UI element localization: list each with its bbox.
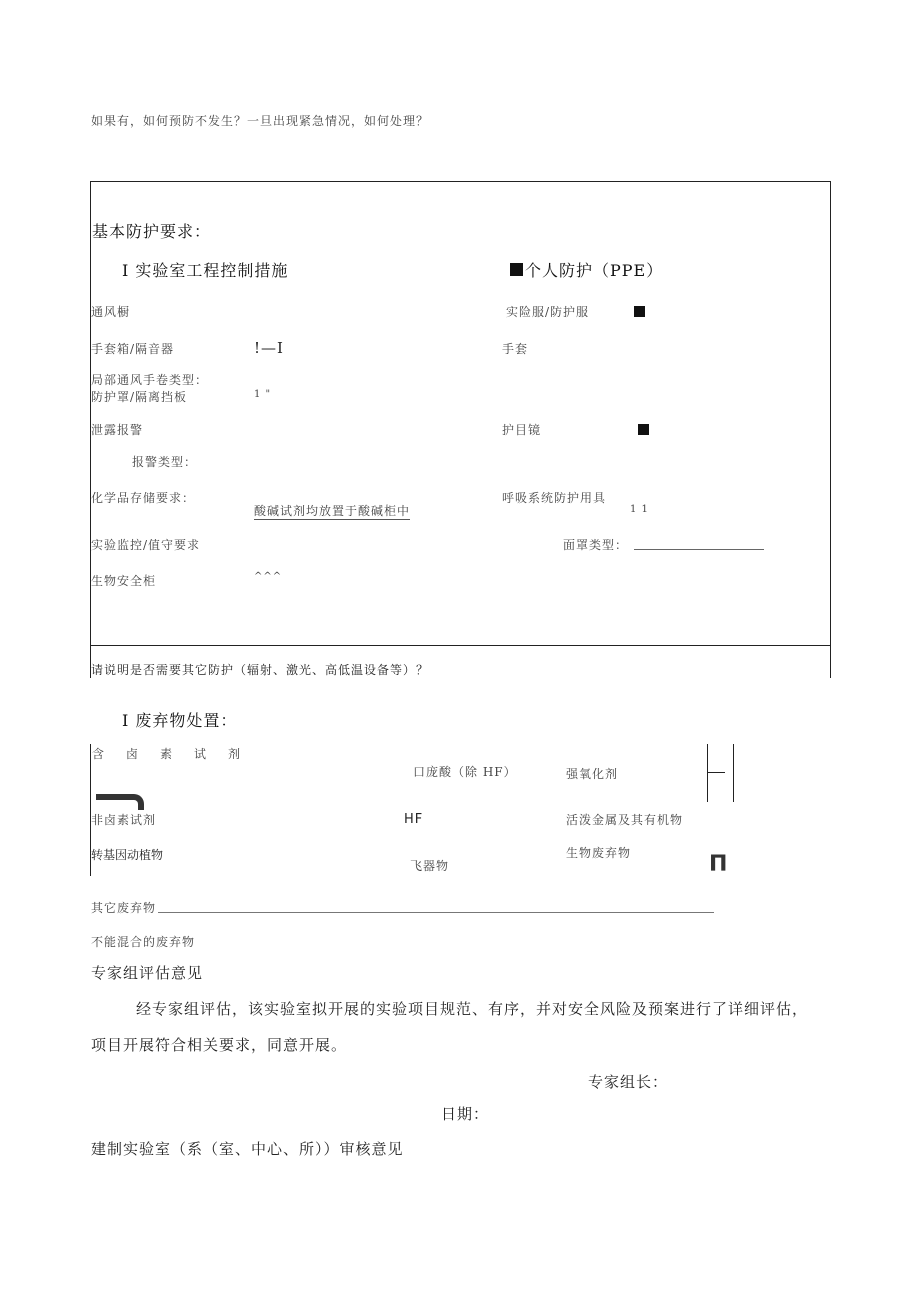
waste-heading: I 废弃物处置： bbox=[122, 711, 238, 730]
non-halogen-label: 非卤素试剂 bbox=[91, 813, 157, 827]
goggles-checkbox[interactable] bbox=[638, 424, 649, 435]
glovebox-label: 手套箱/隔音器 bbox=[91, 342, 175, 356]
lab-coat-checkbox[interactable] bbox=[634, 306, 645, 317]
shield-label: 防护罩/隔离挡板 bbox=[91, 390, 188, 404]
gloves-label: 手套 bbox=[502, 342, 529, 356]
local-vent-type-label: 局部通风手卷类型： bbox=[91, 373, 209, 387]
protection-table bbox=[90, 181, 831, 678]
ppe-heading: 个人防护（PPE） bbox=[525, 261, 664, 280]
dept-review-heading: 建制实验室（系（室、中心、所））审核意见 bbox=[91, 1140, 404, 1158]
oxidizer-label: 强氧化剂 bbox=[566, 767, 619, 781]
shield-mark: 1 " bbox=[254, 389, 272, 400]
bio-waste-label: 生物废弃物 bbox=[566, 846, 632, 860]
engineering-heading: I 实验室工程控制措施 bbox=[122, 261, 289, 280]
lab-coat-label: 实险服/防护服 bbox=[506, 305, 590, 319]
transgenic-label: 转基因动植物 bbox=[91, 848, 164, 862]
alarm-type-label: 报警类型： bbox=[132, 455, 198, 469]
goggles-label: 护目镜 bbox=[502, 423, 542, 437]
expert-text-line2: 项目开展符合相关要求，同意开展。 bbox=[91, 1036, 348, 1054]
other-protection-question: 请说明是否需要其它防护（辐射、激光、高低温设备等）？ bbox=[91, 663, 430, 677]
expert-heading: 专家组评估意见 bbox=[91, 964, 204, 982]
halogen-label: 含卤素试剂 bbox=[92, 747, 263, 761]
chem-storage-value: 酸碱试剂均放置于酸碱柜中 bbox=[254, 504, 411, 518]
other-waste-field[interactable] bbox=[158, 912, 714, 913]
respirator-label: 呼吸系统防护用具 bbox=[502, 491, 607, 505]
biosafety-mark: ^^^ bbox=[254, 571, 283, 582]
mask-type-label: 面罩类型： bbox=[563, 538, 629, 552]
no-mix-label: 不能混合的废弃物 bbox=[91, 935, 196, 949]
bracket-right bbox=[733, 744, 734, 802]
fume-hood-label: 通风橱 bbox=[91, 305, 131, 319]
respirator-mark: 1 1 bbox=[630, 504, 649, 515]
table-divider bbox=[90, 645, 830, 646]
hf-label: HF bbox=[404, 812, 424, 827]
active-metal-label: 活泼金属及其有机物 bbox=[566, 813, 684, 827]
protection-heading: 基本防护要求： bbox=[92, 222, 212, 241]
intro-question: 如果有，如何预防不发生？一旦出现紧急情况，如何处理？ bbox=[91, 114, 430, 128]
curved-mark-icon bbox=[96, 794, 144, 810]
bio-mark-icon: Π bbox=[709, 852, 728, 877]
mask-type-field[interactable] bbox=[634, 549, 764, 550]
monitoring-label: 实验监控/值守要求 bbox=[91, 538, 201, 552]
ppe-square-icon bbox=[510, 263, 523, 276]
other-waste-label: 其它废弃物 bbox=[91, 901, 157, 915]
glovebox-mark: !—I bbox=[254, 339, 284, 357]
biosafety-cabinet-label: 生物安全柜 bbox=[91, 574, 157, 588]
chem-storage-label: 化学品存储要求： bbox=[91, 491, 196, 505]
leak-alarm-label: 泄露报警 bbox=[91, 423, 144, 437]
bracket-tick bbox=[707, 772, 725, 773]
sharps-label: 飞器物 bbox=[410, 859, 450, 873]
expert-text-line1: 经专家组评估，该实验室拟开展的实验项目规范、有序，并对安全风险及预案进行了详细评估， bbox=[136, 1000, 809, 1018]
bracket-left bbox=[707, 744, 708, 802]
expert-date-label: 日期： bbox=[441, 1105, 490, 1123]
expert-leader-label: 专家组长： bbox=[588, 1073, 669, 1091]
acid-label: 口庞酸（除 HF） bbox=[413, 765, 517, 779]
